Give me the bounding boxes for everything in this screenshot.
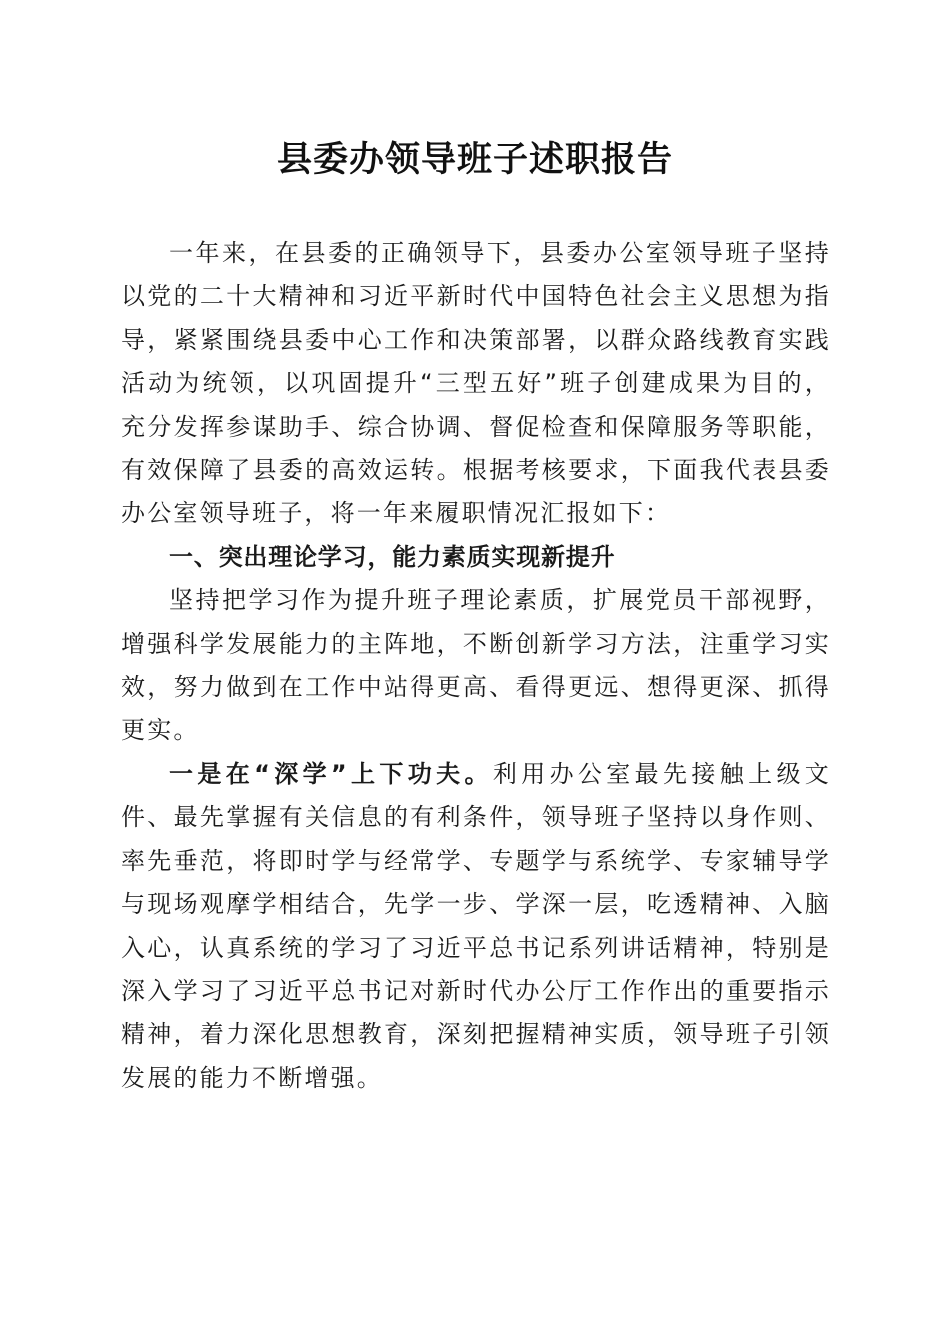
point-paragraph — [121, 753, 831, 1100]
document-title: 县委办领导班子述职报告 — [276, 139, 673, 180]
section-heading: 一、突出理论学习，能力素质实现新提升 — [169, 542, 616, 571]
document-body — [121, 232, 831, 1100]
intro-paragraph: 一年来，在县委的正确领导下，县委办公室领导班子坚持以党的二十大精神和习近平新时代中国特色社会主义思想为指导，紧紧围绕县委中心工作和决策部署，以群众路线教育实践活动为统领，以巩固提升“三型五好”班子创建成果为目的，充分发挥参谋助手、综合协调、督促检查和保障服务等职能，有效保障了县委的高效运转。根据考核要求，下面我代表县委办公室领导班子，将一年来履职情况汇报如下： — [121, 239, 831, 528]
point-lead: 一是在“深学”上下功夫。 — [169, 759, 493, 788]
section-paragraph: 坚持把学习作为提升班子理论素质，扩展党员干部视野，增强科学发展能力的主阵地，不断创新学习方法，注重学习实效，努力做到在工作中站得更高、看得更远、想得更深、抓得更实。 — [121, 586, 831, 745]
point-text: 利用办公室最先接触上级文件、最先掌握有关信息的有利条件，领导班子坚持以身作则、率先垂范，将即时学与经常学、专题学与系统学、专家辅导学与现场观摩学相结合，先学一步、学深一层，吃透精神、入脑入心，认真系统的学习了习近平总书记系列讲话精神，特别是深入学习了习近平总书记对新时代办公厅工作作出的重要指示精神，着力深化思想教育，深刻把握精神实质，领导班子引领发展的能力不断增强。 — [121, 759, 831, 1092]
